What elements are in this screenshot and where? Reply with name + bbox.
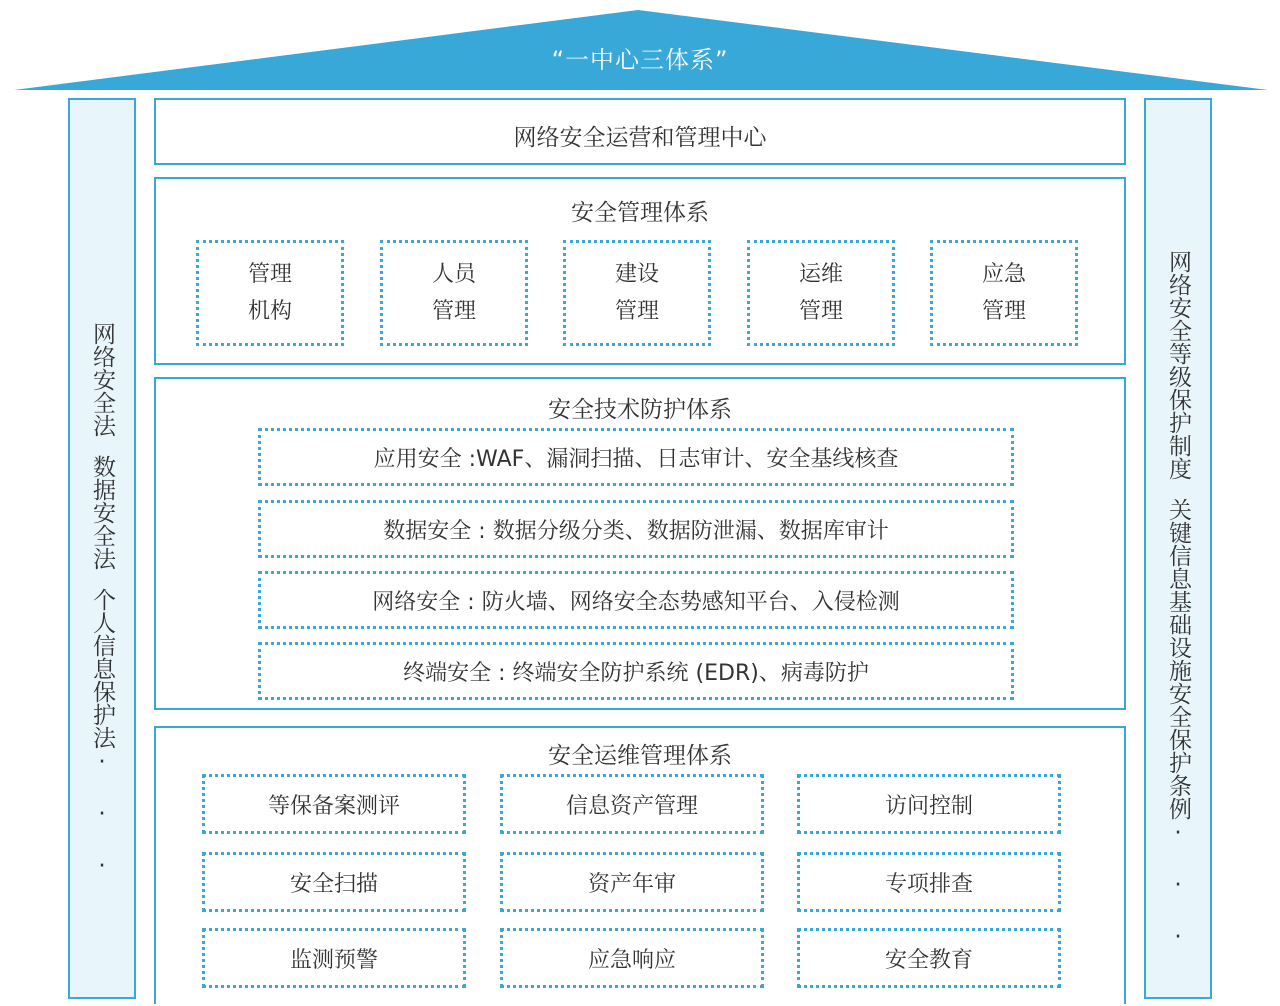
tech-item-network: 网络安全 : 防火墙、网络安全态势感知平台、入侵检测 xyxy=(258,571,1014,629)
ops-item: 安全扫描 xyxy=(202,852,466,912)
mgmt-item: 人员 管理 xyxy=(380,240,528,346)
management-system-title: 安全管理体系 xyxy=(571,200,709,226)
ops-management-system-title: 安全运维管理体系 xyxy=(548,743,732,769)
law-ellipsis: · · · xyxy=(89,749,115,879)
ops-item: 信息资产管理 xyxy=(500,774,764,834)
law-data-security: 数据安全法 xyxy=(89,455,115,570)
tech-protection-system-title: 安全技术防护体系 xyxy=(548,397,732,423)
right-pillar-text xyxy=(1146,250,1210,950)
left-pillar-text xyxy=(70,322,134,879)
ops-item: 专项排查 xyxy=(797,852,1061,912)
roof-title: “一中心三体系” xyxy=(551,46,729,74)
left-pillar-laws xyxy=(68,98,136,999)
regulation-ellipsis: · · · xyxy=(1165,820,1191,950)
mgmt-item: 建设 管理 xyxy=(563,240,711,346)
right-pillar-regulations xyxy=(1144,98,1212,999)
ops-item: 监测预警 xyxy=(202,928,466,988)
tech-item-data: 数据安全 : 数据分级分类、数据防泄漏、数据库审计 xyxy=(258,500,1014,558)
mgmt-item: 运维 管理 xyxy=(747,240,895,346)
law-personal-info: 个人信息保护法 xyxy=(89,588,115,749)
mgmt-item: 应急 管理 xyxy=(930,240,1078,346)
tech-item-application: 应用安全 :WAF、漏洞扫描、日志审计、安全基线核查 xyxy=(258,428,1014,486)
operations-center-title: 网络安全运营和管理中心 xyxy=(513,125,767,151)
mgmt-item: 管理 机构 xyxy=(196,240,344,346)
law-cybersecurity: 网络安全法 xyxy=(89,322,115,437)
regulation-mlps: 网络安全等级保护制度 xyxy=(1165,250,1191,480)
operations-center xyxy=(154,98,1126,165)
ops-item: 资产年审 xyxy=(500,852,764,912)
ops-item: 访问控制 xyxy=(797,774,1061,834)
tech-item-endpoint: 终端安全 : 终端安全防护系统 (EDR)、病毒防护 xyxy=(258,642,1014,700)
regulation-cii: 关键信息基础设施安全保护条例 xyxy=(1165,498,1191,820)
ops-item: 等保备案测评 xyxy=(202,774,466,834)
ops-item: 应急响应 xyxy=(500,928,764,988)
ops-item: 安全教育 xyxy=(797,928,1061,988)
